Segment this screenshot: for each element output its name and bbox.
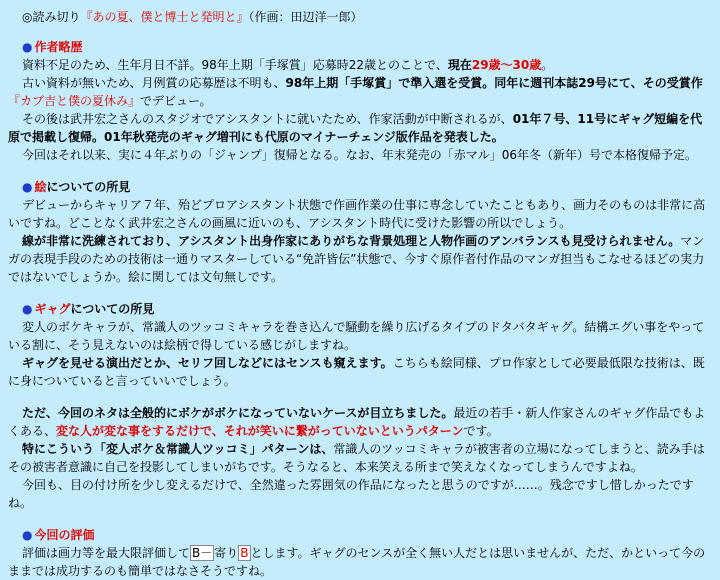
text: 現在 — [447, 58, 472, 72]
bullet-icon: ● — [22, 180, 33, 194]
text: 古い資料が無いため、月例賞の応募歴は不明も、 — [22, 76, 286, 90]
highlight-age: 29歳～30歳 — [471, 58, 542, 72]
paragraph — [8, 404, 712, 440]
text: でデビュー。 — [140, 94, 212, 108]
bullet-icon: ● — [22, 302, 33, 316]
paragraph — [8, 56, 712, 74]
highlight-pattern: 変な人が変な事をするだけで、それが笑いに繋がっていないというパターン — [56, 424, 464, 438]
paragraph — [8, 232, 712, 286]
paragraph — [8, 544, 712, 580]
bullet-icon: ● — [22, 528, 33, 542]
text: とします。ギャグのセンスが全く無い人だとは思いませんが、ただ、かといって今のままでは成功するのも簡単ではなさそうですね。 — [8, 546, 706, 578]
text: 資料不足のため、生年月日不詳。98年上期「手塚賞」応募時22歳とのことで、 — [22, 58, 448, 72]
text: こちらも絵同様、プロ作家として必要最低限な技術は、既に身についていると言っていいでしょう。 — [8, 356, 705, 388]
paragraph: 今回も、目の付け所を少し変えるだけで、全然違った雰囲気の作品になったと思うのですが……。残念ですし惜しかったですね。 — [8, 478, 694, 510]
author-credit: （作画：田辺洋一郎） — [248, 10, 363, 24]
paragraph — [8, 440, 712, 476]
text: その後は武井宏之さんのスタジオでアシスタントに就いたため、作家活動が中断されるが、 — [22, 112, 513, 126]
section-heading — [22, 38, 712, 56]
section-heading — [22, 300, 712, 318]
title-line — [22, 8, 712, 26]
bullet-icon: ● — [22, 40, 33, 54]
heading-label: 今回の評価 — [34, 528, 95, 542]
paragraph — [8, 354, 712, 390]
grade-badge: B — [240, 546, 249, 560]
text: 。 — [541, 58, 554, 72]
text: 線が非常に洗練されており、アシスタント出身作家にありがちな背景処理と人物作画のアンバランスも見受けられません。 — [22, 234, 681, 248]
section-art — [8, 178, 712, 286]
text: 特にこういう「変人ボケ＆常識人ツッコミ」パターンは、 — [22, 442, 334, 456]
text: 01年７号、11号にギャグ短編を代原で掲載し復帰。01年秋発売のギャグ増刊にも代原のマイナーチェンジ版作品を発表した。 — [8, 112, 703, 144]
section-heading — [22, 178, 712, 196]
text: です。 — [463, 424, 499, 438]
text: 常識人のツッコミキャラが被害者の立場になってしまうと、読み手はその被害者意識に自己を投影してしまいがちです。そうなると、本来笑える所まで笑えなくなってしまうんですよね。 — [8, 442, 705, 474]
text: マンガの表現手段のための技術は一通りマスターしている“免許皆伝”状態で、今すぐ原作者付作品のマンガ担当もこなせるほどの実力ではないでしょうか。絵に関しては文句無しです。 — [8, 234, 705, 284]
grade-badge: B－ — [192, 546, 213, 560]
heading-label: 絵 — [34, 180, 47, 194]
debut-title: 『カブ吉と僕の夏休み』 — [8, 94, 141, 108]
text: ギャグを見せる演出だとか、セリフ回しなどにはセンスも窺えます。 — [22, 356, 393, 370]
title-prefix: ◎読み切り — [22, 10, 81, 24]
section-heading — [22, 526, 712, 544]
paragraph — [8, 74, 712, 110]
section-profile — [8, 38, 712, 164]
work-title: 『あの夏、僕と博士と発明と』 — [80, 10, 249, 24]
text: ただ、今回のネタは全般的にボケがボケになっていないケースが目立ちました。 — [22, 406, 454, 420]
paragraph: 変人のボケキャラが、常識人のツッコミキャラを巻き込んで騒動を繰り広げるタイプのドタバタギャグ。結構エグい事をやっている割に、そう見えないのは絵柄で得している感じがしますね。 — [8, 320, 705, 352]
heading-label: についての所見 — [70, 302, 155, 316]
heading-label: ギャグ — [34, 302, 71, 316]
text: 寄り — [214, 546, 239, 560]
paragraph: 今回はそれ以来、実に４年ぶりの「ジャンプ」復帰となる。なお、年末発売の「赤マル」06年冬（新年）号で本格復帰予定。 — [22, 148, 698, 162]
heading-label: 作者略歴 — [34, 40, 83, 54]
paragraph: デビューからキャリア７年、殆どプロアシスタント状態で作画作業の仕事に専念していたこともあり、画力そのものは非常に高いですね。どことなく武井宏之さんの画風に近いのも、アシスタント時代に受けた影響の所以でしょう。 — [8, 198, 706, 230]
text: 98年上期「手塚賞」で準入選を受賞。同年に週刊本誌29号にて、その受賞作 — [285, 76, 703, 90]
text: 評価は画力等を最大限評価して — [22, 546, 191, 560]
text: 最近の若手・新人作家さんのギャグ作品でもよくある、 — [8, 406, 706, 438]
section-gag — [8, 300, 712, 512]
paragraph — [8, 110, 712, 146]
section-evaluation — [8, 526, 712, 580]
heading-label: についての所見 — [46, 180, 131, 194]
